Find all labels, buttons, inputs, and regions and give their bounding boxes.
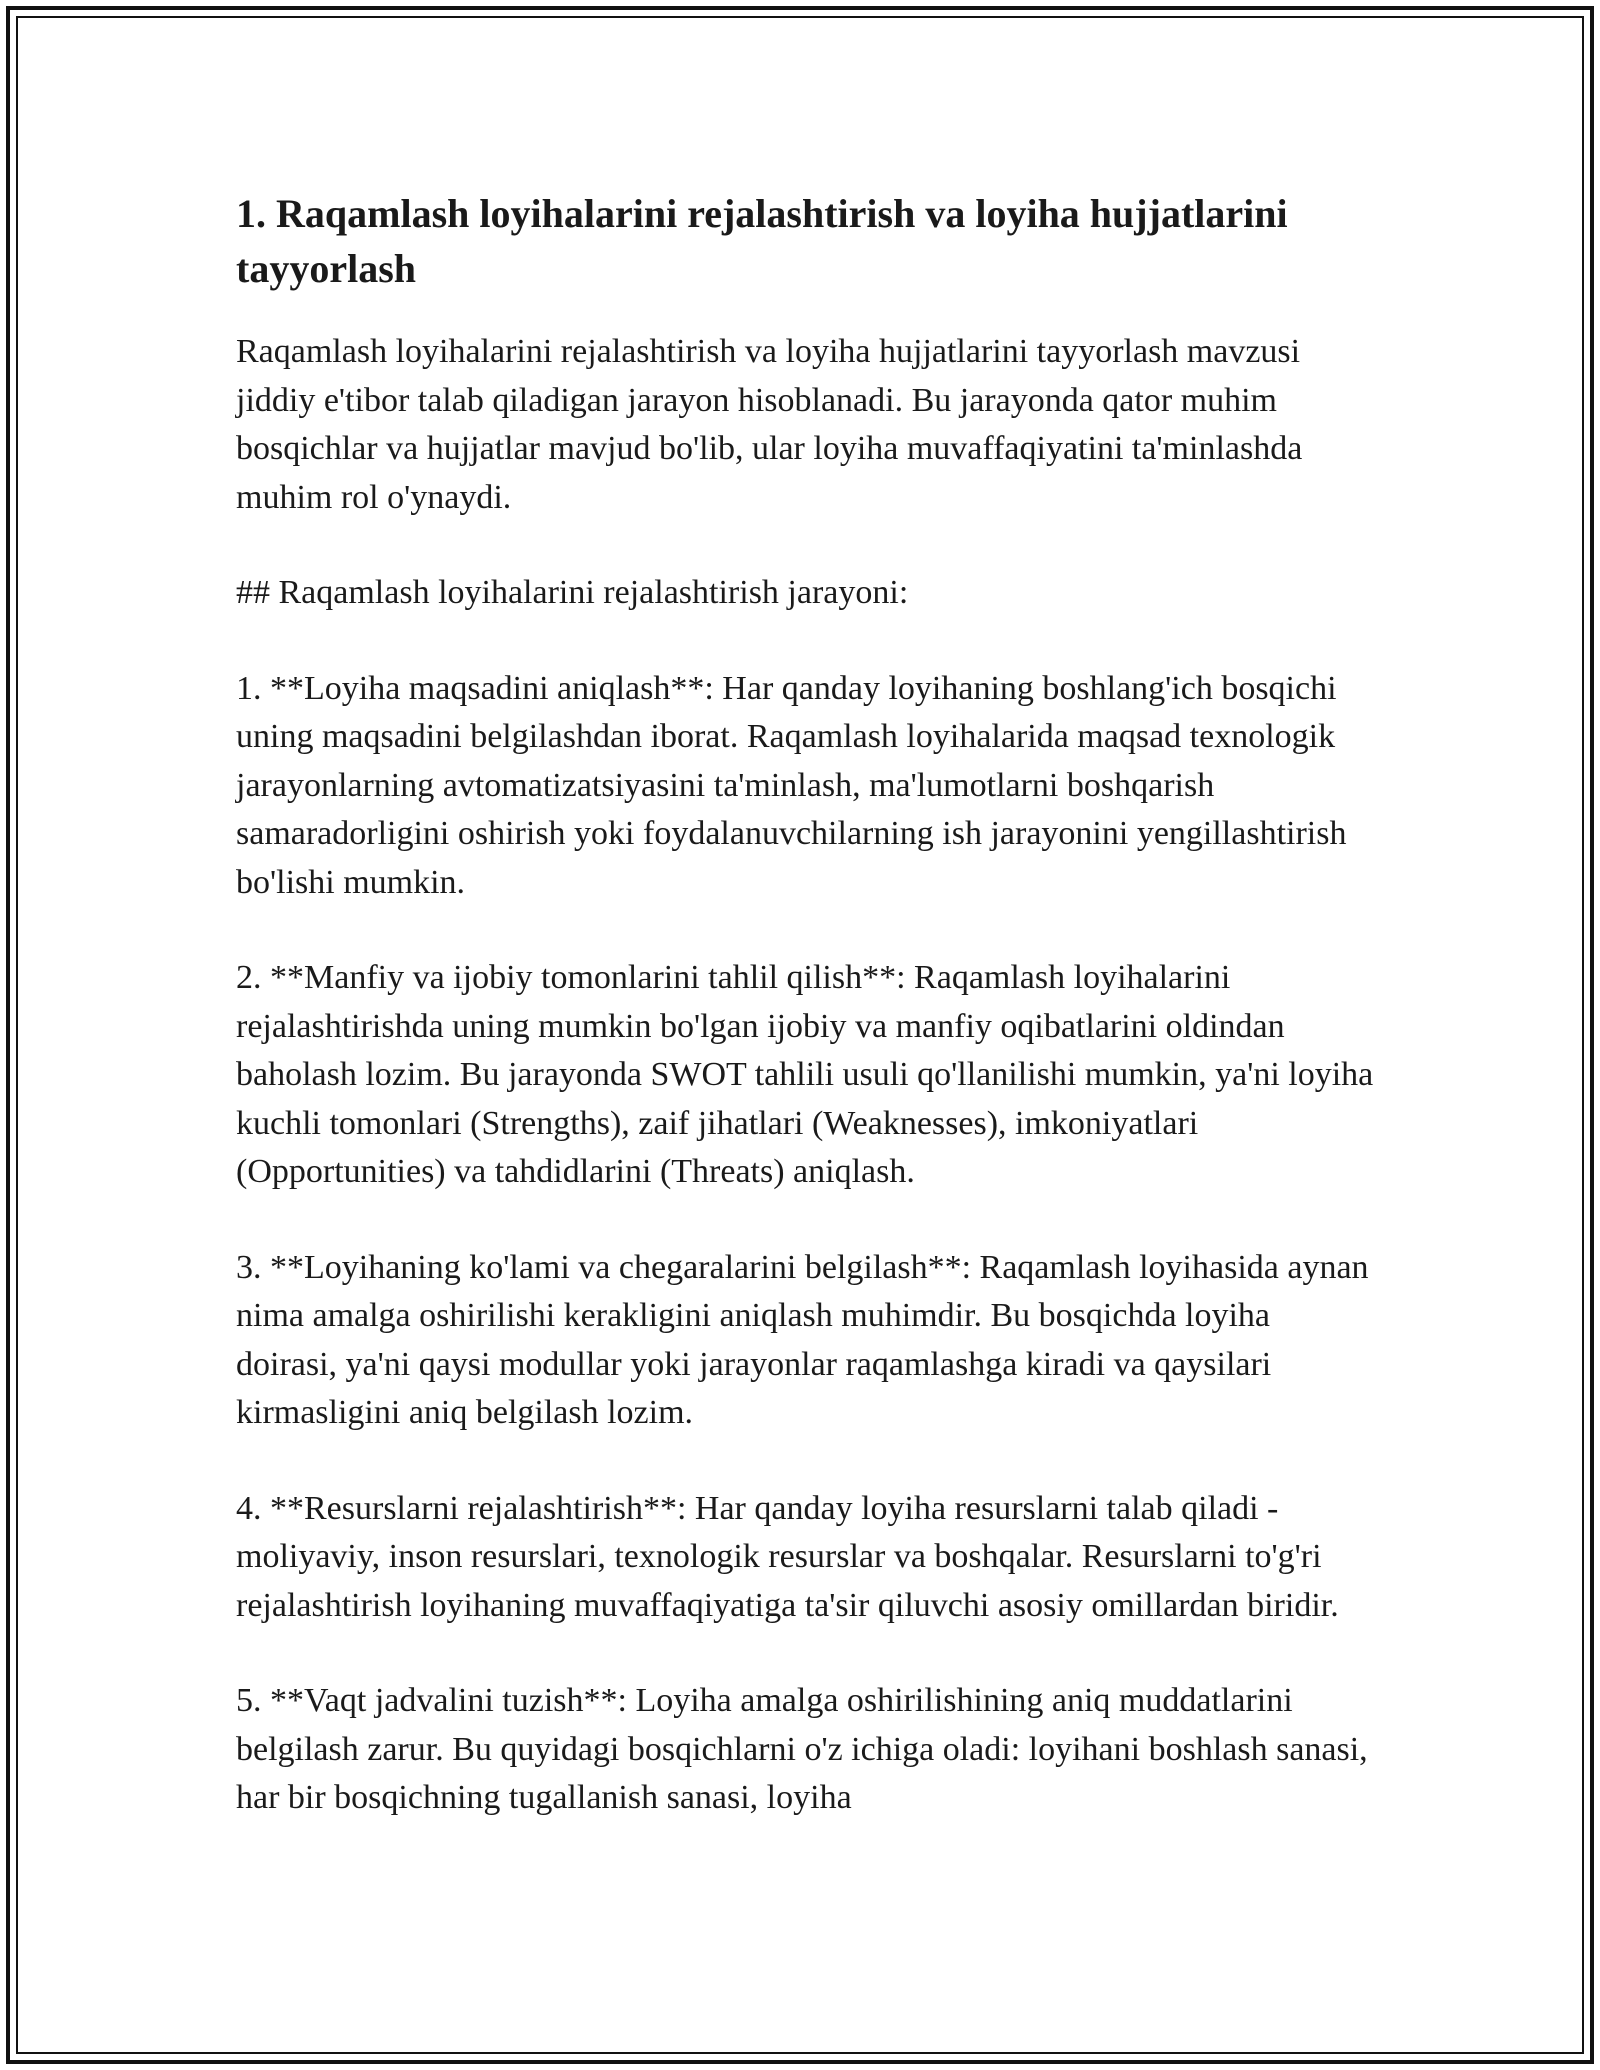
list-item-resources: 4. **Resurslarni rejalashtirish**: Har qanday loyiha resurslarni talab qiladi - moliyaviy, inson resurslari, texnologik resurslar va boshqalar. Resurslarni to'g'ri rejalashtirish loyihaning muvaffaqiyatiga ta'sir qiluvchi asosiy omillardan biridir. <box>236 1489 1339 1624</box>
list-item-schedule: 5. **Vaqt jadvalini tuzish**: Loyiha amalga oshirilishining aniq muddatlarini belgilash zarur. Bu quyidagi bosqichlarni o'z ichiga oladi: loyihani boshlash sanasi, har bir bosqichning tugallanish sanasi, loyiha <box>236 1682 1368 1816</box>
document-body <box>236 186 1376 1870</box>
list-item-objective: 1. **Loyiha maqsadini aniqlash**: Har qanday loyihaning boshlang'ich bosqichi uning maqsadini belgilashdan iborat. Raqamlash loyihalarida maqsad texnologik jarayonlarning avtomatizatsiyasini ta'minlash, ma'lumotlarni boshqarish samaradorligini oshirish yoki foydalanuvchilarning ish jarayonini yengillashtirish bo'lishi mumkin. <box>236 669 1347 901</box>
list-item-swot-analysis: 2. **Manfiy va ijobiy tomonlarini tahlil qilish**: Raqamlash loyihalarini rejalashtirishda uning mumkin bo'lgan ijobiy va manfiy oqibatlarini oldindan baholash lozim. Bu jarayonda SWOT tahlili usuli qo'llanilishi mumkin, ya'ni loyiha kuchli tomonlari (Strengths), zaif jihatlari (Weaknesses), imkoniyatlari (Opportunities) va tahdidlarini (Threats) aniqlash. <box>236 959 1374 1190</box>
document-title: 1. Raqamlash loyihalarini rejalashtirish va loyiha hujjatlarini tayyorlash <box>236 191 1288 291</box>
intro-paragraph: Raqamlash loyihalarini rejalashtirish va loyiha hujjatlarini tayyorlash mavzusi jiddiy e'tibor talab qiladigan jarayon hisoblanadi. Bu jarayonda qator muhim bosqichlar va hujjatlar mavjud bo'lib, ular loyiha muvaffaqiyatini ta'minlashda muhim rol o'ynaydi. <box>236 333 1303 516</box>
section-subheading: ## Raqamlash loyihalarini rejalashtirish jarayoni: <box>236 574 909 611</box>
list-item-scope: 3. **Loyihaning ko'lami va chegaralarini belgilash**: Raqamlash loyihasida aynan nima amalga oshirilishi kerakligini aniqlash muhimdir. Bu bosqichda loyiha doirasi, ya'ni qaysi modullar yoki jarayonlar raqamlashga kiradi va qaysilari kirmasligini aniq belgilash lozim. <box>236 1248 1369 1431</box>
